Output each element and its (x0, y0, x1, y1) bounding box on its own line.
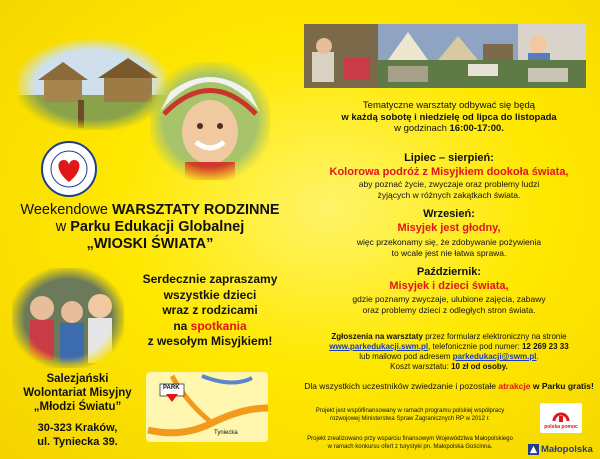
map-street-label: Tyniecka (214, 430, 238, 436)
village-photo (18, 40, 168, 130)
mlodzi-swiatu-logo (40, 140, 98, 198)
malopolska-emblem-icon (528, 444, 539, 455)
title-line-2: w Parku Edukacji Globalnej (55, 219, 245, 235)
location-map (142, 368, 272, 446)
malopolska-logo: Małopolska (528, 442, 598, 456)
polska-pomoc-logo: polska pomoc (540, 403, 582, 433)
map-park-label: PARK (163, 385, 180, 391)
workshop-photo-1 (304, 24, 378, 88)
invitation-text: Serdecznie zapraszamy wszystkie dzieci wraz z rodzicami na spotkania z wesołym Misyjkiem! (142, 272, 278, 348)
section-september: Wrzesień: Misyjek jest głodny, więc przekonamy się, że zdobywanie pożywienia to wcale jest nie łatwa sprawa. (356, 208, 542, 258)
title-line-1: Weekendowe WARSZTATY RODZINNE (20, 202, 280, 218)
workshop-photo-4 (378, 60, 586, 88)
schedule-info: Tematyczne warsztaty odbywać się będą w każdą sobotę i niedzielę od lipca do listopada w godzinach 16:00-17:00. (341, 100, 557, 134)
section-july-august: Lipiec – sierpień: Kolorowa podróż z Misyjkiem dookoła świata, aby poznać życie, zwyczaje oraz problemy ludzi żyjących w różnych zakątkach świata. (329, 152, 569, 200)
organization-address: 30-323 Kraków, ul. Tyniecka 39. (37, 422, 118, 448)
registration-info: Zgłoszenia na warsztaty przez formularz elektroniczny na stronie www.parkedukacji.swm.pl, telefonicznie pod numer: 12 269 23 33 lub mailowo pod adresem parkedukacji@swm.pl. Koszt warsztatu: 10 zł od osoby. (329, 332, 569, 371)
free-attractions-note: Dla wszystkich uczestników zwiedzanie i pozostałe atrakcje w Parku gratis! (304, 381, 594, 391)
email-link[interactable]: parkedukacji@swm.pl (452, 352, 537, 361)
children-photo (12, 268, 124, 368)
boy-with-headdress-photo (150, 62, 270, 180)
website-link[interactable]: www.parkedukacji.swm.pl (329, 342, 429, 351)
project-note-1: Projekt jest współfinansowany w ramach programu polskiej współpracy rozwojowej Ministerstwa Spraw Zagranicznych RP w 2012 r. (315, 408, 505, 422)
workshop-title-block (10, 202, 290, 253)
project-note-2: Projekt zrealizowano przy wsparciu finansowym Województwa Małopolskiego w ramach konkursu ofert z turystyki pn. Małopolska Gościnna. (307, 436, 513, 450)
title-line-3: „WIOSKI ŚWIATA” (86, 236, 214, 252)
section-october: Październik: Misyjek i dzieci świata, gdzie poznamy zwyczaje, ulubione zajęcia, zabawy oraz problemy dzieci z odległych stron świata. (352, 266, 546, 315)
organization-name: Salezjański Wolontariat Misyjny „Młodzi Światu” (23, 373, 132, 413)
